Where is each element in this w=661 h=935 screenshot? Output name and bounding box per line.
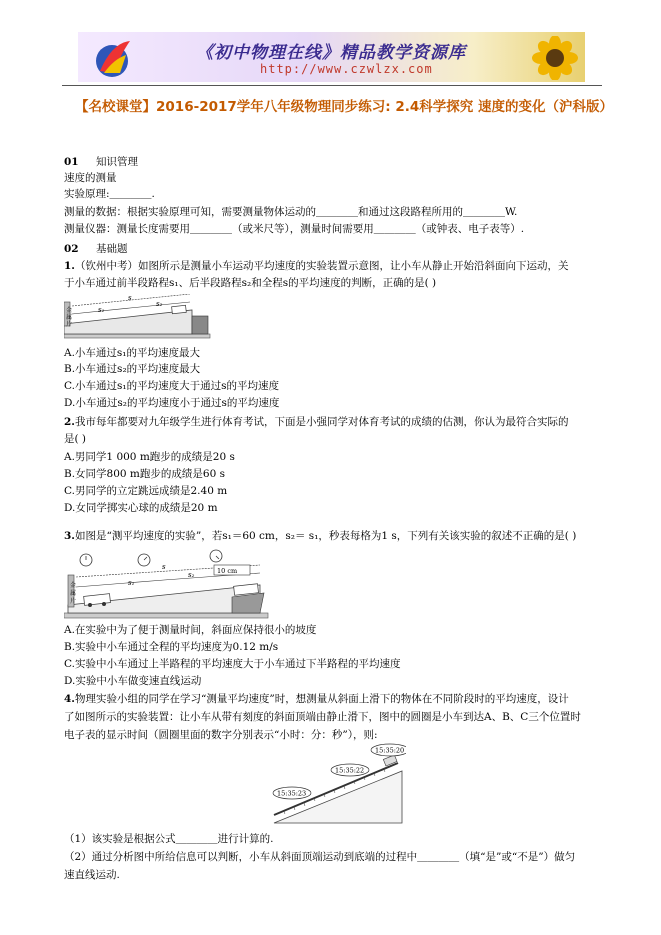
q4-stem-line3: 电子表的显示时间（圆圈里面的数字分别表示“小时：分：秒”），则: [64,729,378,741]
fig2-scale: 10 cm [217,567,238,575]
section-title-basic: 基础题 [96,243,128,255]
sunflower-icon [525,36,579,80]
q3-option-a: A.在实验中为了便于测量时间，斜面应保持很小的坡度 [64,624,317,636]
fig2-label-jin: 金 [70,582,77,589]
fig3-time-a: 15:35:20 [375,746,405,755]
q3-option-d: D.实验中小车做变速直线运动 [64,675,202,687]
fig1-label-jin: 金 [66,307,73,314]
document-title: 【名校课堂】2016-2017学年八年级物理同步练习: 2.4科学探究 速度的变化（沪科版） [75,99,613,115]
fig1-s2: s₂ [156,300,163,308]
q1-stem-line2: 于小车通过前半段路程s₁、后半段路程s₂和全程s的平均速度的判断，正确的是( ) [64,277,437,289]
q3-option-b: B.实验中小车通过全程的平均速度为0.12 m/s [64,641,279,653]
figure-incline-1 [64,294,214,342]
site-logo-icon [90,35,138,79]
q1-number: 1. [64,260,75,272]
q1-option-a: A.小车通过s₁的平均速度最大 [64,347,201,359]
fig2-s: s [162,563,166,571]
q3-option-c: C.实验中小车通过上半路程的平均速度大于小车通过下半路程的平均速度 [64,658,401,670]
fig3-time-c: 15:35:23 [277,789,307,798]
q3-stem: 如图是“测平均速度的实验”，若s₁＝60 cm，s₂＝ s₁，秒表每格为1 s，下列有关该实验的叙述不正确的是( ) [75,530,577,542]
q1-option-b: B.小车通过s₂的平均速度最大 [64,363,201,375]
topic-line: 速度的测量 [64,172,117,184]
q1-option-d: D.小车通过s₂的平均速度小于通过s的平均速度 [64,397,280,409]
q2-stem-line1: 我市每年都要对九年级学生进行体育考试，下面是小强同学对体育考试的成绩的估测，你认为最符合实际的 [75,416,569,428]
fig2-label-pian: 片 [70,598,77,605]
q2-stem-line2: 是( ) [64,433,87,445]
section-number-02: 02 [64,243,79,255]
q4-part1: （1）该实验是根据公式＿＿＿＿进行计算的. [64,833,274,845]
q4-number: 4. [64,693,75,705]
principle-line: 实验原理:＿＿＿＿. [64,188,155,200]
fig1-label-pian: 片 [66,321,73,328]
banner-url: http://www.czwlzx.com [260,62,433,76]
data-line: 测量的数据：根据实验原理可知，需要测量物体运动的＿＿＿＿和通过这段路程所用的＿＿＿＿W. [64,206,518,218]
q2-option-b: B.女同学800 m跑步的成绩是60 s [64,468,225,480]
q4-stem-line2: 了如图所示的实验装置：让小车从带有刻度的斜面顶端由静止滑下，图中的圆圈是小车到达A、B、C三个位置时 [64,711,581,723]
fig2-label-shu: 属 [70,590,77,597]
header-banner [78,32,585,82]
header-rule [62,85,602,86]
section-title-knowledge: 知识管理 [96,156,138,168]
fig1-s: s [128,294,132,302]
q2-number: 2. [64,416,75,428]
q4-part2-line1: （2）通过分析图中所给信息可以判断，小车从斜面顶端运动到底端的过程中＿＿＿＿（填“是”或“不是”）做匀 [64,851,576,863]
fig1-label-shu: 属 [66,314,73,321]
figure-incline-3 [270,743,406,827]
q2-option-c: C.男同学的立定跳远成绩是2.40 m [64,485,228,497]
banner-title: 《初中物理在线》精品教学资源库 [196,43,466,63]
q2-option-d: D.女同学掷实心球的成绩是20 m [64,502,218,514]
fig3-time-b: 15:35:22 [335,766,365,775]
q1-option-c: C.小车通过s₁的平均速度大于通过s的平均速度 [64,380,279,392]
fig2-s1: s₁ [128,579,135,587]
q4-stem-line1: 物理实验小组的同学在学习“测量平均速度”时，想测量从斜面上滑下的物体在不同阶段时的平均速度，设计 [75,693,569,705]
instrument-line: 测量仪器：测量长度需要用＿＿＿＿（或米尺等），测量时间需要用＿＿＿＿（或钟表、电子表等）. [64,223,525,235]
figure-incline-2 [64,547,270,621]
q1-stem-line1: （钦州中考）如图所示是测量小车运动平均速度的实验装置示意图，让小车从静止开始沿斜面向下运动，关 [75,260,569,272]
section-number-01: 01 [64,156,79,168]
fig2-s2: s₂ [188,571,195,579]
q3-number: 3. [64,530,75,542]
q4-part2-line2: 速直线运动. [64,869,120,881]
fig1-s1: s₁ [98,306,105,314]
q2-option-a: A.男同学1 000 m跑步的成绩是20 s [64,451,235,463]
